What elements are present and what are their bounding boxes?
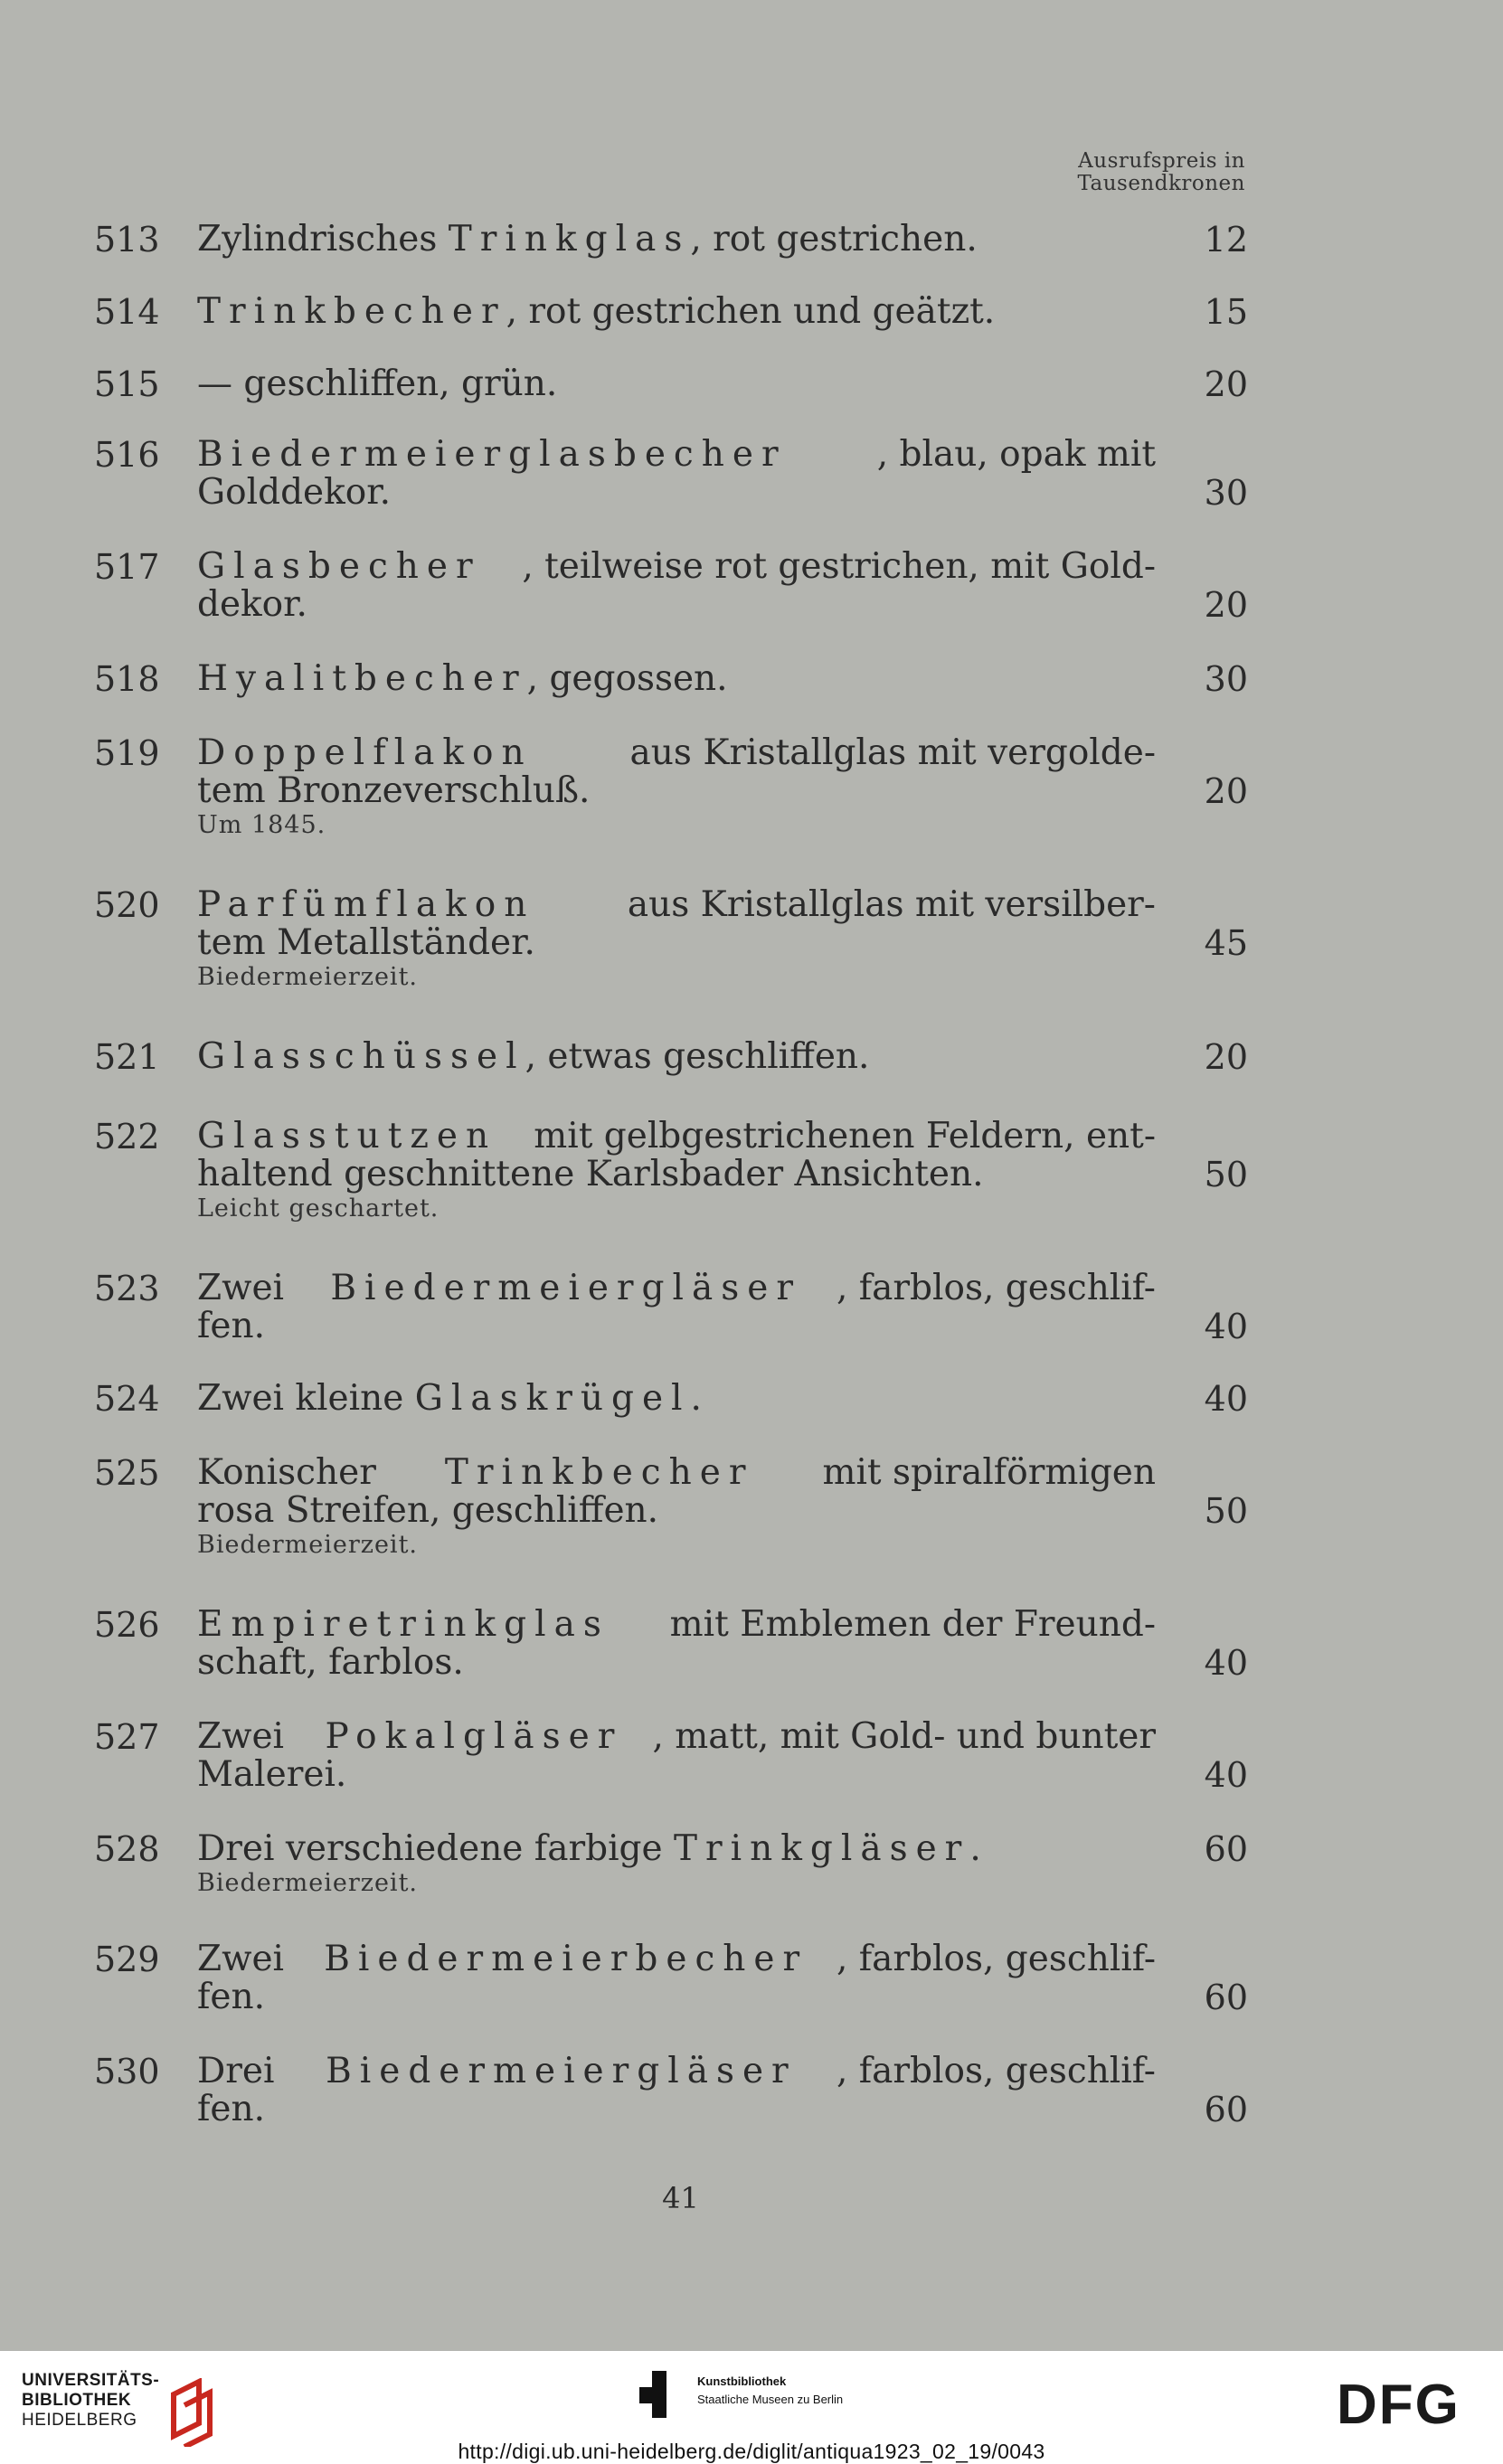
price-column-header	[1028, 150, 1245, 195]
entry-note: Biedermeierzeit.	[197, 1531, 418, 1559]
entry-text: , rot gestrichen und geätzt.	[506, 291, 996, 332]
entry-line	[197, 548, 1156, 586]
entry-description	[197, 1718, 1156, 1794]
entry-description	[197, 436, 1156, 512]
entry-line	[197, 1756, 1156, 1794]
ub-line-3: HEIDELBERG	[22, 2411, 137, 2430]
entry-text: schaft, farblos.	[197, 1642, 464, 1683]
entry-text: mit gelbgestrichenen Feldern, ent-	[522, 1116, 1156, 1156]
entry-lead-text: Zylindrisches	[197, 219, 449, 260]
entry-keyword: Biedermeiergläser	[330, 1268, 801, 1308]
entry-price: 50	[1204, 1155, 1248, 1194]
entry-line	[197, 2091, 1156, 2129]
entry-price: 45	[1204, 923, 1248, 963]
entry-number: 520	[94, 885, 160, 925]
entry-text: rosa Streifen, geschliffen.	[197, 1490, 659, 1531]
entry-text: , matt, mit Gold- und bunter	[652, 1716, 1156, 1757]
entry-number: 524	[94, 1379, 160, 1419]
entry-keyword: Glasstutzen	[197, 1116, 497, 1156]
entry-text: mit spiralförmigen	[811, 1452, 1156, 1493]
entry-text: aus Kristallglas mit vergolde-	[619, 732, 1156, 773]
footer-bar	[0, 2351, 1503, 2464]
entry-keyword: Biedermeierbecher	[324, 1939, 808, 1979]
entry-price: 40	[1204, 1307, 1248, 1346]
entry-number: 529	[94, 1940, 160, 1979]
entry-note: Biedermeierzeit.	[197, 1869, 418, 1897]
entry-price: 20	[1204, 364, 1248, 404]
entry-description	[197, 886, 1156, 993]
entry-description	[197, 1118, 1156, 1224]
entry-text: dekor.	[197, 584, 307, 625]
entry-description	[197, 1940, 1156, 2016]
entry-keyword: Parfümflakon	[197, 884, 535, 925]
entry-description	[197, 548, 1156, 624]
entry-text: .	[690, 1378, 702, 1419]
entry-text: fen.	[197, 1306, 266, 1346]
entry-text: — geschliffen, grün.	[197, 363, 558, 404]
entry-keyword: Trinkgläser	[674, 1828, 970, 1869]
entry-line	[197, 1380, 1156, 1418]
entry-line	[197, 221, 1156, 259]
entry-line	[197, 1940, 1156, 1978]
page-number: 41	[662, 2181, 699, 2215]
kunstbibliothek-icon	[639, 2371, 679, 2418]
entry-line	[197, 1978, 1156, 2016]
entry-number: 516	[94, 435, 160, 475]
entry-note: Um 1845.	[197, 811, 326, 839]
entry-text: Golddekor.	[197, 472, 391, 513]
kb-line-2: Staatliche Museen zu Berlin	[697, 2393, 844, 2406]
ub-mark-icon	[156, 2378, 228, 2447]
entry-price: 60	[1204, 1829, 1248, 1869]
entry-line	[197, 886, 1156, 924]
entry-text: fen.	[197, 2089, 266, 2129]
price-header-line-2: Tausendkronen	[1077, 172, 1245, 195]
entry-price: 40	[1204, 1755, 1248, 1795]
entry-line	[197, 734, 1156, 772]
entry-line	[197, 436, 1156, 474]
entry-text: , rot gestrichen.	[690, 219, 978, 260]
entry-price: 15	[1204, 292, 1248, 332]
entry-description	[197, 365, 1156, 403]
entry-number: 526	[94, 1605, 160, 1645]
entry-text: , farblos, geschlif-	[836, 1939, 1156, 1979]
entry-lead-text: Zwei kleine	[197, 1378, 415, 1419]
entry-description	[197, 1454, 1156, 1561]
kb-line-1: Kunstbibliothek	[697, 2374, 787, 2388]
price-header-line-1: Ausrufspreis in	[1078, 149, 1245, 173]
entry-price: 30	[1204, 659, 1248, 699]
entry-keyword: Biedermeiergläser	[326, 2051, 797, 2091]
entry-keyword: Pokalgläser	[325, 1716, 623, 1757]
entry-line	[197, 772, 1156, 810]
entry-number: 522	[94, 1117, 160, 1156]
entry-description	[197, 1606, 1156, 1682]
entry-line	[197, 1492, 1156, 1530]
ub-line-2: BIBLIOTHEK	[22, 2391, 132, 2410]
entry-price: 60	[1204, 1978, 1248, 2017]
entry-number: 527	[94, 1717, 160, 1757]
entry-description	[197, 660, 1156, 698]
entry-number: 514	[94, 292, 160, 332]
entry-line	[197, 1606, 1156, 1644]
entry-line	[197, 1038, 1156, 1076]
entry-line	[197, 1118, 1156, 1156]
entry-description	[197, 221, 1156, 259]
entry-lead-text: Zwei	[197, 1716, 296, 1757]
entry-text: aus Kristallglas mit versilber-	[616, 884, 1156, 925]
entry-description	[197, 734, 1156, 841]
entry-keyword: Doppelflakon	[197, 732, 533, 773]
entry-keyword: Trinkbecher	[444, 1452, 754, 1493]
entry-note: Biedermeierzeit.	[197, 963, 418, 991]
entry-text: , etwas geschliffen.	[525, 1036, 870, 1077]
entry-number: 523	[94, 1269, 160, 1308]
entry-price: 40	[1204, 1379, 1248, 1419]
entry-description	[197, 1830, 1156, 1899]
kunstbibliothek-logo	[639, 2371, 874, 2425]
entry-keyword: Empiretrinkglas	[197, 1604, 610, 1645]
ub-heidelberg-logo	[22, 2371, 221, 2443]
entry-text: fen.	[197, 1977, 266, 2017]
entry-text: haltend geschnittene Karlsbader Ansichten.	[197, 1154, 984, 1194]
entry-note: Leicht geschartet.	[197, 1194, 440, 1223]
entry-keyword: Trinkglas	[448, 219, 691, 260]
entry-price: 50	[1204, 1491, 1248, 1531]
entry-line	[197, 1830, 1156, 1868]
entry-line	[197, 365, 1156, 403]
entry-description	[197, 2053, 1156, 2129]
entry-description	[197, 1270, 1156, 1345]
entry-line	[197, 1156, 1156, 1194]
entry-number: 521	[94, 1037, 160, 1077]
entry-number: 518	[94, 659, 160, 699]
entry-text: , blau, opak mit	[876, 434, 1156, 475]
entry-line	[197, 660, 1156, 698]
entry-line	[197, 2053, 1156, 2091]
entry-keyword: Trinkbecher	[197, 291, 506, 332]
entry-line	[197, 1454, 1156, 1492]
entry-lead-text: Zwei	[197, 1939, 296, 1979]
entry-price: 20	[1204, 1037, 1248, 1077]
entry-number: 525	[94, 1453, 160, 1493]
entry-number: 517	[94, 547, 160, 587]
entry-keyword: Glaskrügel	[414, 1378, 691, 1419]
entry-text: Malerei.	[197, 1754, 347, 1795]
entry-line	[197, 586, 1156, 624]
entry-description	[197, 1380, 1156, 1418]
entry-text: tem Metallständer.	[197, 922, 535, 963]
entry-line	[197, 474, 1156, 512]
entry-number: 528	[94, 1829, 160, 1869]
dfg-logo: DFG	[1337, 2374, 1460, 2436]
entry-keyword: Glasbecher	[197, 546, 481, 587]
entry-number: 515	[94, 364, 160, 404]
entry-description	[197, 1038, 1156, 1076]
ub-line-1: UNIVERSITÄTS-	[22, 2371, 160, 2390]
entry-keyword: Glasschüssel	[197, 1036, 525, 1077]
entry-line	[197, 924, 1156, 962]
entry-lead-text: Konischer	[197, 1452, 388, 1493]
entry-text: , gegossen.	[526, 658, 728, 699]
entry-text: , farblos, geschlif-	[836, 1268, 1156, 1308]
entry-number: 519	[94, 733, 160, 773]
entry-keyword: Hyalitbecher	[197, 658, 527, 699]
entry-number: 530	[94, 2052, 160, 2091]
entry-price: 60	[1204, 2090, 1248, 2129]
entry-text: .	[969, 1828, 981, 1869]
entry-text: , farblos, geschlif-	[836, 2051, 1156, 2091]
entry-line	[197, 1270, 1156, 1308]
source-url[interactable]: http://digi.ub.uni-heidelberg.de/diglit/antiqua1923_02_19/0043	[458, 2440, 1045, 2463]
entry-lead-text: Drei	[197, 2051, 286, 2091]
entry-price: 40	[1204, 1643, 1248, 1683]
entry-lead-text: Zwei	[197, 1268, 296, 1308]
entry-text: tem Bronzeverschluß.	[197, 770, 591, 811]
entry-line	[197, 1644, 1156, 1682]
entry-price: 20	[1204, 771, 1248, 811]
entry-lead-text: Drei verschiedene farbige	[197, 1828, 674, 1869]
entry-line	[197, 1308, 1156, 1345]
entry-line	[197, 293, 1156, 331]
entry-keyword: Biedermeierglasbecher	[197, 434, 787, 475]
entry-number: 513	[94, 220, 160, 260]
entry-price: 30	[1204, 473, 1248, 513]
entry-price: 20	[1204, 585, 1248, 625]
entry-price: 12	[1204, 220, 1248, 260]
entry-line	[197, 1718, 1156, 1756]
entry-text: mit Emblemen der Freund-	[658, 1604, 1156, 1645]
entry-description	[197, 293, 1156, 331]
entry-text: , teilweise rot gestrichen, mit Gold-	[522, 546, 1156, 587]
